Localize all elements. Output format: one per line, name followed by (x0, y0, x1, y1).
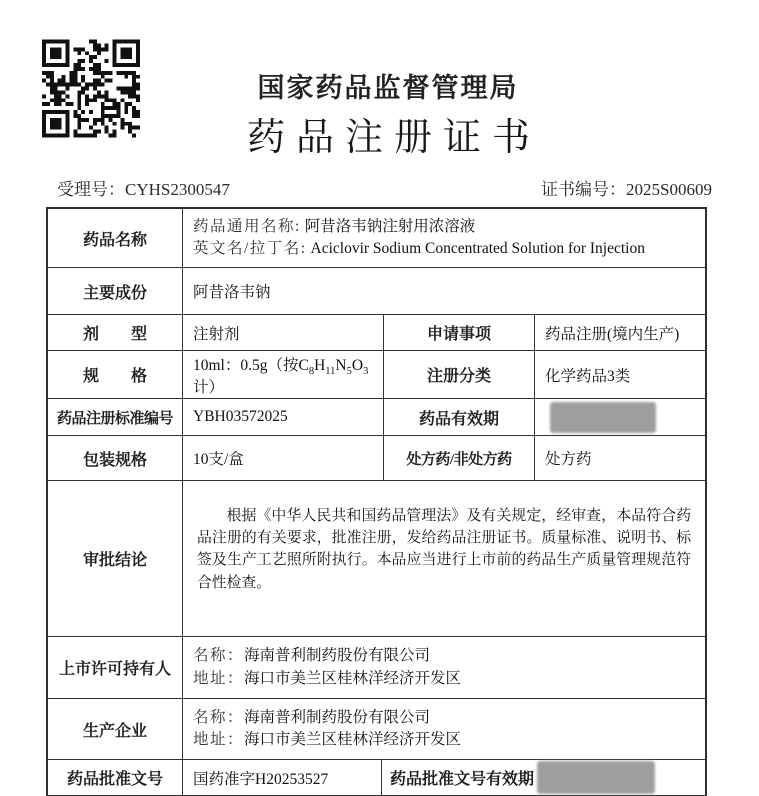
rx-type-value: 处方药 (545, 451, 592, 468)
registration-category-value: 化学药品3类 (545, 367, 631, 385)
approval-conclusion-label: 审批结论 (48, 481, 183, 636)
acceptance-number-label: 受理号： (57, 180, 125, 199)
approval-no-validity-label: 药品批准文号有效期 (390, 771, 535, 788)
holder-addr-value: 海口市美兰区桂林洋经济开发区 (244, 669, 462, 687)
approval-no-validity-cell (382, 760, 705, 795)
table-row-drug-name (48, 209, 705, 268)
certificate-number (541, 175, 712, 200)
application-item-value: 药品注册(境内生产) (545, 325, 680, 343)
holder-name-label: 名称： (193, 647, 245, 665)
drug-validity-value (535, 399, 705, 435)
redaction-block (550, 402, 656, 433)
main-ingredient-value: 阿昔洛韦钠 (193, 284, 271, 301)
table-row-package-spec (48, 436, 705, 481)
standard-no-value: YBH03572025 (183, 399, 384, 435)
dosage-form-value: 注射剂 (183, 315, 384, 350)
table-row-license-holder (48, 637, 705, 699)
approval-conclusion-text: 根据《中华人民共和国药品管理法》及有关规定，经审查，本品符合药品注册的有关要求，批准注册，发给药品注册证书。质量标准、说明书、标签及生产工艺照所附执行。本品应当进行上市前的药品生产质量管理规范符合性检查。 (197, 508, 691, 591)
table-row-manufacturer (48, 699, 705, 760)
registration-category-label: 注册分类 (384, 351, 535, 398)
standard-no-label: 药品注册标准编号 (48, 399, 183, 435)
certificate-number-value: 2025S00609 (626, 180, 712, 199)
drug-name-label: 药品名称 (48, 209, 183, 267)
qr-code-icon (42, 37, 140, 140)
redaction-block (537, 761, 655, 794)
holder-name-value: 海南普利制药股份有限公司 (244, 647, 431, 665)
acceptance-number (57, 175, 230, 200)
package-spec-value: 10支/盒 (183, 436, 384, 480)
dosage-form-label: 剂 型 (48, 315, 183, 350)
table-row-approval-no (48, 760, 705, 795)
table-row-standard-no (48, 399, 705, 436)
main-ingredient-label: 主要成份 (48, 268, 183, 314)
manufacturer-addr-value: 海口市美兰区桂林洋经济开发区 (244, 731, 462, 748)
certificate-table (46, 207, 707, 796)
package-spec-label: 包装规格 (48, 436, 183, 480)
manufacturer-label: 生产企业 (48, 699, 183, 759)
specification-label: 规 格 (48, 351, 183, 398)
license-holder-label: 上市许可持有人 (48, 637, 183, 698)
table-row-approval-conclusion (48, 481, 705, 637)
drug-validity-label: 药品有效期 (384, 399, 535, 435)
specification-value: 10ml：0.5g（按$C_8H_{11}N_5O_3$计） (183, 351, 384, 398)
manufacturer-name-value: 海南普利制药股份有限公司 (244, 708, 431, 726)
certificate-number-label: 证书编号： (541, 180, 627, 199)
table-row-specification (48, 351, 705, 399)
issuing-authority: 国家药品监督管理局 (257, 73, 519, 103)
rx-type-label: 处方药/非处方药 (384, 436, 535, 480)
manufacturer-value (183, 699, 705, 759)
approval-no-label: 药品批准文号 (48, 760, 183, 795)
generic-name-value: 阿昔洛韦钠注射用浓溶液 (304, 217, 476, 235)
acceptance-number-value: CYHS2300547 (125, 180, 230, 199)
english-name-label: 英文名/拉丁名: (193, 240, 307, 257)
holder-addr-label: 地址： (193, 669, 245, 687)
approval-no-value: 国药准字H20253527 (183, 760, 382, 795)
manufacturer-name-label: 名称： (193, 708, 245, 726)
manufacturer-addr-label: 地址： (193, 731, 245, 748)
drug-name-value (183, 209, 705, 267)
table-row-dosage-form (48, 315, 705, 351)
meta-row (57, 175, 712, 200)
certificate-title: 药品注册证书 (246, 117, 542, 159)
table-row-main-ingredient (48, 268, 705, 315)
generic-name-label: 药品通用名称: (193, 217, 301, 235)
license-holder-value (183, 637, 705, 698)
english-name-value: Aciclovir Sodium Concentrated Solution for Injection (310, 240, 645, 257)
application-item-label: 申请事项 (384, 315, 535, 350)
